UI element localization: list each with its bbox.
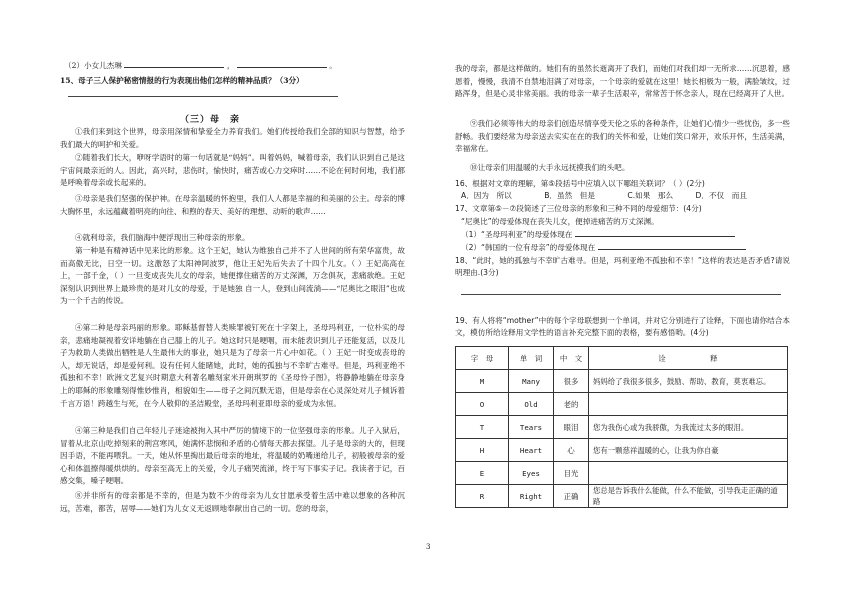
question-17-example: “尼奥比”的母爱体现在丧失儿女，便掉进痛苦的万丈深渊。	[461, 217, 659, 226]
paragraph-5: 第一种是有精神话中见来比的形象。这个王妃，她认为维独自己并不了人世间的所有荣华富贵，故而高傲无比，日空一切。这激怒了太阳神阿波罗，他让王妃先后失去了十四个儿女。（ ）王妃高高在上，一部千金，（ ）一旦变成丧失儿女的母亲，她便撑住痛苦的万丈深渊，万念俱灰，悲痛欲绝。王妃深刻认识到世界上最珍贵的是对儿女的母爱，于是她独 自一人，登到山间流淌——“尼奥比之眼泪”也成为一个千古的传说。	[60, 246, 405, 306]
option-b[interactable]: B．虽然 但是	[544, 191, 595, 200]
cell-word: Eyes	[509, 462, 554, 485]
option-c[interactable]: C.如果 那么	[627, 191, 674, 200]
header-explanation: 诠 释	[589, 347, 788, 370]
cell-chinese: 老的	[554, 393, 589, 416]
question-17: 17、文章第⑤－⑦段简述了三位母亲的形象和三种不同的母爱细节：(4分)	[455, 204, 702, 213]
cell-chinese: 很多	[554, 370, 589, 393]
paragraph-7: ④第三种是我们自己年轻儿子迷途被拘入其中严厉的情境下的一位坚强母亲的形象。儿子入狱后，冒着从北京山吃掉刻来的荆宫寒风，她满怀悲悯和矛盾的心情每天都去探望。儿子是母亲的大的，但现因手语，不能再喂乳。一天，她从怀里掏出最后母亲的地址，将温暖的奶嘴递给儿子，初般被母亲的爱心和体温擦得暖烘烘的。母亲至高无上的关爱，令儿子痛哭流涕，终于写下事实子记。我读者于记，百感交集，嗓子哽咽。	[60, 426, 405, 486]
cell-chinese: 正确	[554, 485, 589, 508]
section-title: （三）母 亲	[180, 115, 241, 125]
paragraph-3: ③母亲是我们坚强的保护神。在母亲温暖的怀抱里，我们人人都是幸福的和美丽的公主。母亲的博大胸怀里，永远蕴藏着明亮的向往、和煦的春天、美好的理想、动听的歌声……	[60, 194, 405, 216]
cell-letter: M	[456, 370, 509, 393]
option-d[interactable]: D．不仅 而且	[695, 191, 747, 200]
question-19: 19、有人将将“mother”中的每个字母联想到一个单词，并对它分别进行了诠释，下面也请你结合本文，模仿所给诠释用文学性的语言补充完整下面的表格，要有感悟哟。(4分)	[455, 316, 790, 338]
cell-explanation-blank[interactable]	[589, 393, 788, 416]
paragraph-6: ④第二种是母亲玛丽的形象。耶稣基督替人类赎罪被钉死在十字架上，圣母玛利亚，一位朴实的母亲，悲痛地凝视着安详地躺在自己膝上的儿子。她这时只是哽咽，而未能表识到儿子还能复活，以及儿子为救助人类做出牺牲是人生最伟大的事业，她只是为了母亲一片心中如花。（ ）王妃一时变成丧母的人，却无说话，却是爱何利。设有任何人能睹她，此时，她的孤独与不幸旷古难寻。但是，玛利亚绝不孤独和不幸！欧洲文艺复兴时期意大利著名雕刻家米开朗琪罗的《圣母怜子图》，将静静地躺在母亲身上的耶稣的形象雕刻得惟妙惟肖，相貌如生——母子之间沉默无语，但是母亲在心灵深处对儿子倾诉着千言万语！跨越生与死，在今人敬仰的圣洁殿堂，圣母玛利亚即母亲的爱成为永恒。	[60, 323, 405, 408]
paragraph-2: ②随着我们长大，咿呀学语时的第一句话就是“妈妈”。叫着妈妈，喊着母亲，我们认识到自己是这宇宙间最亲近的人。因此，高兴时，悲伤时，愉快时，痛苦或心力交瘁时……不论在何时何地，我们都是呼唤着母亲或长起来的。	[60, 153, 405, 188]
paragraph-9: ⑨我们必须等伟大的母亲们创造尽情享受天伦之乐的各种条件，让她们心情少一些忧伤，多一些舒畅。我们要经常为母亲送去实实在在的我们的关怀和爱，让她们笑口常开，欢乐开怀，生活美满，幸福常在。	[455, 119, 790, 154]
cell-letter: O	[456, 393, 509, 416]
cell-explanation: 您有一颗慈祥温暖的心，让我为你自豪	[589, 439, 788, 462]
paragraph-10: ⑩让母亲们用温暖的大手永远抚摸我们的头吧。	[470, 163, 630, 172]
question-17-1: （1）“圣母玛利亚”的母爱体现在	[461, 229, 735, 240]
table-row	[456, 393, 788, 416]
answer-line[interactable]	[461, 294, 781, 295]
cell-explanation-blank[interactable]	[589, 462, 788, 485]
cell-letter: T	[456, 416, 509, 439]
cell-word: Many	[509, 370, 554, 393]
cell-chinese: 眼泪	[554, 416, 589, 439]
header-word: 单 词	[509, 347, 554, 370]
question-18: 18、“此时，她的孤独与不幸旷古难寻。但是，玛利亚绝不孤独和不幸！”这样的表达是否矛盾?请说明理由.(3分)	[455, 256, 790, 277]
answer-blank[interactable]	[237, 60, 327, 68]
answer-blank[interactable]	[124, 60, 224, 68]
paragraph-8: ⑧并非所有的母亲都是不幸的，但是为数不少的母亲为儿女甘愿承受着生活中难以想象的各种沉远，苦难，都苦，居辱——她们为儿女义无返顾地奉献出自己的一切。您的母亲，	[60, 491, 405, 513]
table-row	[456, 439, 788, 462]
cell-explanation: 您总是告诉我什么能做，什么不能做，引导我走正确的道路	[589, 485, 788, 508]
cell-letter: R	[456, 485, 509, 508]
answer-blank[interactable]	[575, 229, 735, 237]
cell-word: Heart	[509, 439, 554, 462]
table-header-row	[456, 347, 788, 370]
table-row	[456, 485, 788, 508]
cell-chinese: 心	[554, 439, 589, 462]
answer-line[interactable]	[68, 96, 338, 97]
table-row	[456, 462, 788, 485]
paragraph-1: ①我们来到这个世界，母亲用深情和挚爱全力养育我们。她们传授给我们全部的知识与智慧，给予我们最大的呵护和关爱。	[60, 127, 405, 149]
cell-letter: H	[456, 439, 509, 462]
cell-letter: E	[456, 462, 509, 485]
page-number: 3	[426, 543, 431, 551]
header-chinese: 中 文	[554, 347, 589, 370]
table-row	[456, 416, 788, 439]
paragraph-8-cont: 我的母亲，都是这样做的。她们有的虽然长逝离开了我们，而她们对我们却一无所求……沉思着，感恩着，慢慢，我清不自禁地泪满了对母亲，一个母亲的爱就在这里！她长相极为一般，满脸皱纹，过路浑身，但是心灵非常美丽。我的母亲一辈子生活艰辛，常常苦于怀念亲人，现在已经离开了人世。	[455, 64, 790, 99]
question-16: 16、根据对文章的理解，第⑤段括号中应填入以下哪组关联词？（ ）(2分)	[455, 179, 705, 188]
question-17-2: （2）“韩国的一位有母亲”的母爱体现在	[461, 242, 746, 253]
cell-explanation: 妈妈给了我很多很多，鼓励、帮助、教育，莫衷难忘。	[589, 370, 788, 393]
question-14-2: （2）小女儿杰琳 ， 。	[64, 61, 337, 70]
table-row	[456, 370, 788, 393]
mother-table	[455, 346, 788, 508]
question-16-options	[461, 190, 747, 201]
question-15: 15、母子三人保护秘密情报的行为表现出他们怎样的精神品质？（3分）	[60, 76, 304, 85]
cell-word: Right	[509, 485, 554, 508]
cell-explanation: 您为我伤心或为我骄傲，为我流过太多的眼泪。	[589, 416, 788, 439]
header-letter: 字 母	[456, 347, 509, 370]
paragraph-4: ④就利母亲，我们脑海中便浮现出三种母亲的形象。	[75, 233, 250, 242]
option-a[interactable]: A．因为 所以	[461, 191, 512, 200]
answer-blank[interactable]	[598, 242, 746, 250]
cell-word: Tears	[509, 416, 554, 439]
cell-word: Old	[509, 393, 554, 416]
cell-chinese: 目光	[554, 462, 589, 485]
